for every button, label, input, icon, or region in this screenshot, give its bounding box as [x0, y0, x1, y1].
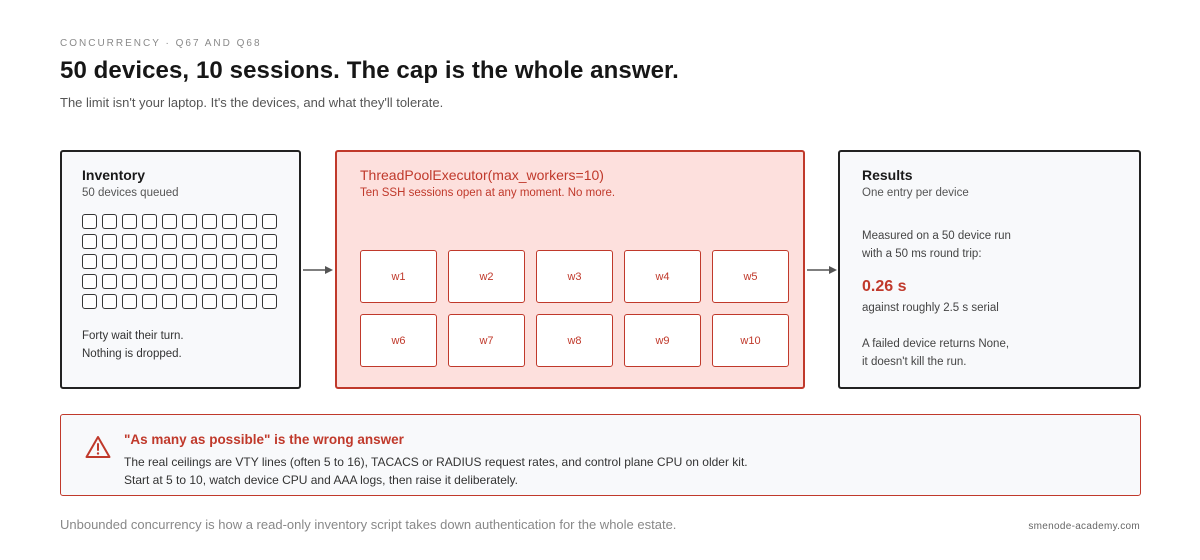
results-failure-1: A failed device returns None,	[862, 338, 1010, 350]
device-cell	[202, 254, 217, 269]
device-cell	[202, 294, 217, 309]
thread-pool-card	[335, 150, 805, 389]
device-cell	[122, 234, 137, 249]
device-cell	[162, 274, 177, 289]
device-cell	[222, 234, 237, 249]
worker-box	[536, 250, 613, 303]
device-cell	[202, 274, 217, 289]
thread-pool-subtitle: Ten SSH sessions open at any moment. No more.	[360, 187, 616, 199]
device-cell	[262, 274, 277, 289]
worker-box	[448, 250, 525, 303]
device-cell	[122, 254, 137, 269]
footer-caption: Unbounded concurrency is how a read-only inventory script takes down authentication for the whole estate.	[60, 517, 677, 532]
worker-box	[624, 250, 701, 303]
results-measured-2: with a 50 ms round trip:	[862, 248, 982, 260]
warning-callout	[60, 414, 1141, 496]
device-cell	[142, 294, 157, 309]
results-card	[838, 150, 1141, 389]
warning-body-2: Start at 5 to 10, watch device CPU and AAA logs, then raise it deliberately.	[124, 473, 518, 487]
footer-brand: smenode-academy.com	[1028, 521, 1140, 532]
device-cell	[122, 214, 137, 229]
worker-label: w1	[391, 270, 406, 283]
worker-label: w8	[567, 334, 582, 347]
device-cell	[222, 294, 237, 309]
device-cell	[142, 254, 157, 269]
device-cell	[82, 214, 97, 229]
device-cell	[222, 214, 237, 229]
device-grid	[82, 214, 277, 309]
device-cell	[122, 274, 137, 289]
worker-box	[536, 314, 613, 367]
eyebrow: CONCURRENCY · Q67 AND Q68	[60, 38, 262, 49]
device-cell	[242, 294, 257, 309]
results-timing-value: 0.26 s	[862, 278, 907, 295]
thread-pool-title: ThreadPoolExecutor(max_workers=10)	[360, 167, 604, 183]
results-measured-1: Measured on a 50 device run	[862, 230, 1011, 242]
worker-box	[360, 250, 437, 303]
worker-label: w2	[479, 270, 494, 283]
device-cell	[142, 274, 157, 289]
results-comparison: against roughly 2.5 s serial	[862, 302, 999, 314]
arrow-right-icon	[806, 265, 838, 275]
worker-box	[712, 250, 789, 303]
worker-label: w6	[391, 334, 406, 347]
device-cell	[162, 234, 177, 249]
worker-label: w7	[479, 334, 494, 347]
arrow-right-icon	[302, 265, 334, 275]
device-cell	[142, 214, 157, 229]
inventory-note-2: Nothing is dropped.	[82, 348, 182, 360]
worker-label: w5	[743, 270, 758, 283]
results-subtitle: One entry per device	[862, 187, 969, 199]
device-cell	[102, 294, 117, 309]
device-cell	[122, 294, 137, 309]
worker-label: w3	[567, 270, 582, 283]
warning-title: "As many as possible" is the wrong answer	[124, 432, 404, 447]
device-cell	[182, 294, 197, 309]
device-cell	[82, 254, 97, 269]
worker-label: w10	[740, 334, 761, 347]
device-cell	[82, 294, 97, 309]
inventory-title: Inventory	[82, 167, 146, 183]
device-cell	[222, 274, 237, 289]
device-cell	[202, 234, 217, 249]
inventory-card	[60, 150, 301, 389]
worker-box	[624, 314, 701, 367]
device-cell	[242, 234, 257, 249]
device-cell	[182, 214, 197, 229]
page-title: 50 devices, 10 sessions. The cap is the whole answer.	[60, 57, 679, 84]
device-cell	[162, 294, 177, 309]
worker-label: w9	[655, 334, 670, 347]
device-cell	[82, 274, 97, 289]
device-cell	[162, 254, 177, 269]
device-cell	[182, 274, 197, 289]
device-cell	[262, 254, 277, 269]
device-cell	[162, 214, 177, 229]
device-cell	[102, 274, 117, 289]
device-cell	[262, 234, 277, 249]
worker-label: w4	[655, 270, 670, 283]
worker-box	[712, 314, 789, 367]
inventory-subtitle: 50 devices queued	[82, 187, 179, 199]
warning-body-1: The real ceilings are VTY lines (often 5 to 16), TACACS or RADIUS request rates, and control plane CPU on older kit.	[124, 455, 748, 469]
results-failure-2: it doesn't kill the run.	[862, 356, 967, 368]
device-cell	[242, 274, 257, 289]
inventory-note-1: Forty wait their turn.	[82, 330, 184, 342]
device-cell	[82, 234, 97, 249]
device-cell	[102, 234, 117, 249]
device-cell	[242, 254, 257, 269]
warning-triangle-icon	[85, 435, 111, 459]
device-cell	[182, 254, 197, 269]
device-cell	[242, 214, 257, 229]
device-cell	[262, 294, 277, 309]
device-cell	[262, 214, 277, 229]
device-cell	[102, 254, 117, 269]
device-cell	[142, 234, 157, 249]
results-title: Results	[862, 167, 913, 183]
device-cell	[182, 234, 197, 249]
page-subtitle: The limit isn't your laptop. It's the devices, and what they'll tolerate.	[60, 95, 444, 110]
device-cell	[102, 214, 117, 229]
device-cell	[222, 254, 237, 269]
worker-box	[448, 314, 525, 367]
worker-box	[360, 314, 437, 367]
device-cell	[202, 214, 217, 229]
